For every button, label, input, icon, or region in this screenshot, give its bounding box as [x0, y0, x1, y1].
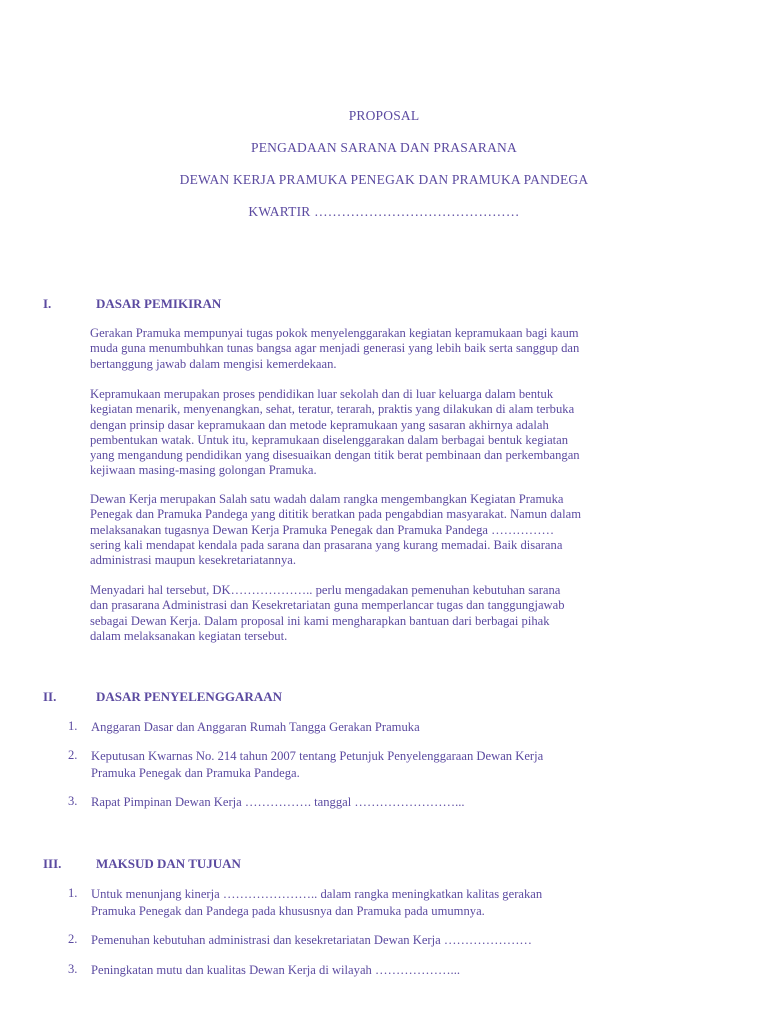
section-number: I.: [43, 296, 52, 311]
text-line: Penegak dan Pramuka Pandega yang dititik beratkan pada pengabdian masyarakat. Namun dalam: [90, 507, 581, 522]
text-line: Anggaran Dasar dan Anggaran Rumah Tangga Gerakan Pramuka: [91, 720, 420, 734]
text-line: Dewan Kerja merupakan Salah satu wadah dalam rangka mengembangkan Kegiatan Pramuka: [90, 492, 564, 506]
section-heading: DASAR PENYELENGGARAAN: [96, 689, 282, 704]
text-line: dan prasarana Administrasi dan Kesekretariatan guna memperlancar tugas dan tanggungjawab: [90, 598, 565, 613]
list-item-number: 1.: [68, 719, 78, 733]
doc-title: PROPOSAL: [348, 108, 420, 123]
text-line: yang mengandung pendidikan yang disesuaikan dengan titik berat pembinaan dan perkembangan: [90, 448, 580, 463]
text-line: sering kali mendapat kendala pada sarana dan prasarana yang kurang memadai. Baik disarana: [90, 537, 563, 552]
text-line: Keputusan Kwarnas No. 214 tahun 2007 tentang Petunjuk Penyelenggaraan Dewan Kerja: [91, 749, 544, 763]
paragraph: [90, 583, 690, 644]
paragraph: [90, 326, 690, 372]
text-line: dengan prinsip dasar kepramukaan dan metode kepramukaan yang sasaran akhirnya adalah: [90, 417, 549, 432]
section-heading: MAKSUD DAN TUJUAN: [96, 856, 241, 871]
text-line: pembentukan watak. Untuk itu, kepramukaan diselenggarakan dalam berbagai bentuk kegiatan: [90, 432, 569, 447]
paragraph: [90, 492, 690, 568]
doc-subtitle-org: DEWAN KERJA PRAMUKA PENEGAK DAN PRAMUKA PANDEGA: [179, 172, 589, 187]
text-line: Peningkatan mutu dan kualitas Dewan Kerja di wilayah ………………...: [91, 963, 460, 977]
list-item: [91, 748, 691, 781]
text-line: Pramuka Penegak dan Pramuka Pandega.: [91, 765, 300, 780]
list-item: [91, 719, 691, 736]
list-item: [91, 962, 691, 979]
list-item-number: 3.: [68, 794, 78, 808]
list-item: [91, 932, 691, 949]
text-line: kegiatan menarik, menyenangkan, sehat, teratur, terarah, praktis yang dilakukan di alam terbuka: [90, 402, 575, 417]
text-line: melaksanakan tugasnya Dewan Kerja Pramuka Penegak dan Pramuka Pandega ……………: [90, 522, 555, 537]
text-line: muda guna menumbuhkan tunas bangsa agar menjadi generasi yang lebih baik serta sanggup dan: [90, 341, 580, 356]
list-item-number: 3.: [68, 962, 78, 976]
text-line: Rapat Pimpinan Dewan Kerja ……………. tanggal ……………………...: [91, 795, 465, 809]
doc-subtitle: PENGADAAN SARANA DAN PRASARANA: [251, 140, 517, 155]
text-line: Pramuka Penegak dan Pandega pada khususnya dan Pramuka pada umumnya.: [91, 903, 485, 918]
text-line: kejiwaan masing-masing golongan Pramuka.: [90, 463, 317, 478]
text-line: bertanggung jawab dalam mengisi kemerdekaan.: [90, 356, 337, 371]
list-item-number: 2.: [68, 748, 78, 762]
text-line: dalam melaksanakan kegiatan tersebut.: [90, 628, 288, 643]
doc-subtitle-kwartir: KWARTIR ………………………………………: [248, 204, 520, 219]
text-line: Menyadari hal tersebut, DK……………….. perlu mengadakan pemenuhan kebutuhan sarana: [90, 583, 561, 597]
section-heading: DASAR PEMIKIRAN: [96, 296, 222, 311]
paragraph: [90, 387, 690, 479]
text-line: Untuk menunjang kinerja ………………….. dalam rangka meningkatkan kalitas gerakan: [91, 887, 543, 901]
text-line: Gerakan Pramuka mempunyai tugas pokok menyelenggarakan kegiatan kepramukaan bagi kaum: [90, 326, 579, 340]
list-item: [91, 794, 691, 811]
text-line: Pemenuhan kebutuhan administrasi dan kesekretariatan Dewan Kerja …………………: [91, 933, 533, 947]
section-number: II.: [43, 689, 57, 704]
section-number: III.: [43, 856, 62, 871]
text-line: Kepramukaan merupakan proses pendidikan luar sekolah dan di luar keluarga dalam bentuk: [90, 387, 554, 401]
list-item: [91, 886, 691, 919]
list-item-number: 1.: [68, 886, 78, 900]
text-line: sebagai Dewan Kerja. Dalam proposal ini kami mengharapkan bantuan dari berbagai pihak: [90, 613, 550, 628]
text-line: administrasi maupun kesekretariatannya.: [90, 553, 296, 568]
list-item-number: 2.: [68, 932, 78, 946]
